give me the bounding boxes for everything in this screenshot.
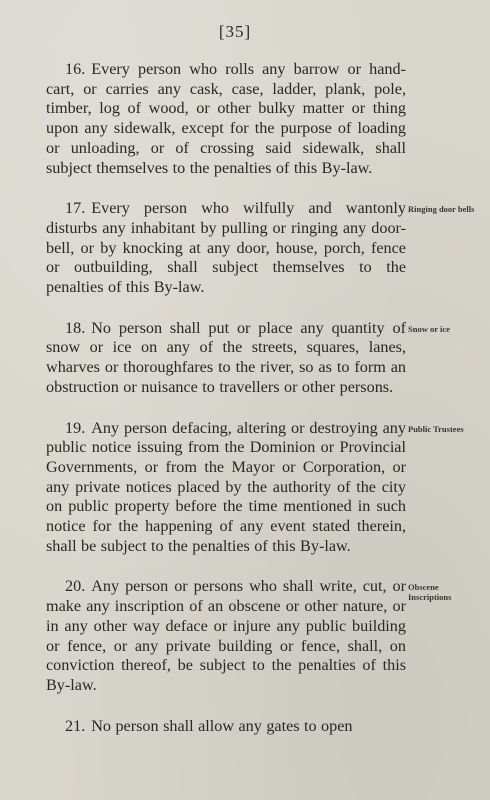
section-paragraph	[46, 199, 406, 298]
section-text: Every person who rolls any barrow or hand-cart, or carries any cask, case, ladder, plank, pole, timber, log of wood, or other bulky matter or thing upon any sidewalk, except for the purpose of loading or unloading, or of crossing said sidewalk, shall subject themselves to the penalties of this By-law.	[46, 60, 406, 177]
page-number: [35]	[218, 22, 252, 41]
margin-note: Public Trustees	[408, 423, 464, 434]
section-paragraph	[46, 577, 406, 695]
section-paragraph	[46, 319, 406, 398]
section-21	[46, 717, 406, 737]
section-16	[46, 60, 406, 178]
section-text: No person shall allow any gates to open	[91, 716, 353, 735]
section-number: 17.	[65, 199, 86, 218]
section-text: Any person or persons who shall write, cut, or make any inscription of an obscene or other nature, or in any other way deface or injure any public building or fence, or any private building or fence, shall, on conviction thereof, be subject to the penalties of this By-law.	[46, 577, 406, 694]
bylaw-sections	[46, 60, 475, 757]
margin-note: Ringing door bells	[408, 204, 475, 215]
section-number: 16.	[65, 60, 86, 78]
section-text: Every person who wilfully and wantonly disturbs any inhabitant by pulling or ringing any door-bell, or by knocking at any door, house, porch, fence or outbuilding, shall subject themselves to the penalties of this By-law.	[46, 199, 406, 297]
section-20	[46, 577, 452, 695]
section-paragraph	[46, 60, 406, 178]
section-text: Any person defacing, altering or destroying any public notice issuing from the Dominion or Provincial Governments, or from the Mayor or Corporation, or any private notices placed by the authority of the city on public property before the time mentioned in such notice for the happening of any event stated therein, shall be subject to the penalties of this By-law.	[46, 418, 406, 555]
section-number: 20.	[65, 577, 86, 596]
section-19	[46, 418, 464, 557]
section-paragraph	[46, 419, 406, 557]
margin-note: Obscene Inscriptions	[408, 582, 452, 602]
section-number: 21.	[65, 716, 86, 735]
section-paragraph	[46, 717, 406, 737]
section-number: 19.	[65, 418, 86, 437]
section-17	[46, 199, 475, 298]
section-18	[46, 318, 450, 398]
margin-note: Snow or ice	[408, 323, 450, 334]
section-number: 18.	[65, 318, 86, 337]
section-text: No person shall put or place any quantity of snow or ice on any of the streets, squares, lanes, wharves or thoroughfares to the river, so as to form an obstruction or nuisance to travellers or other persons.	[46, 318, 406, 396]
